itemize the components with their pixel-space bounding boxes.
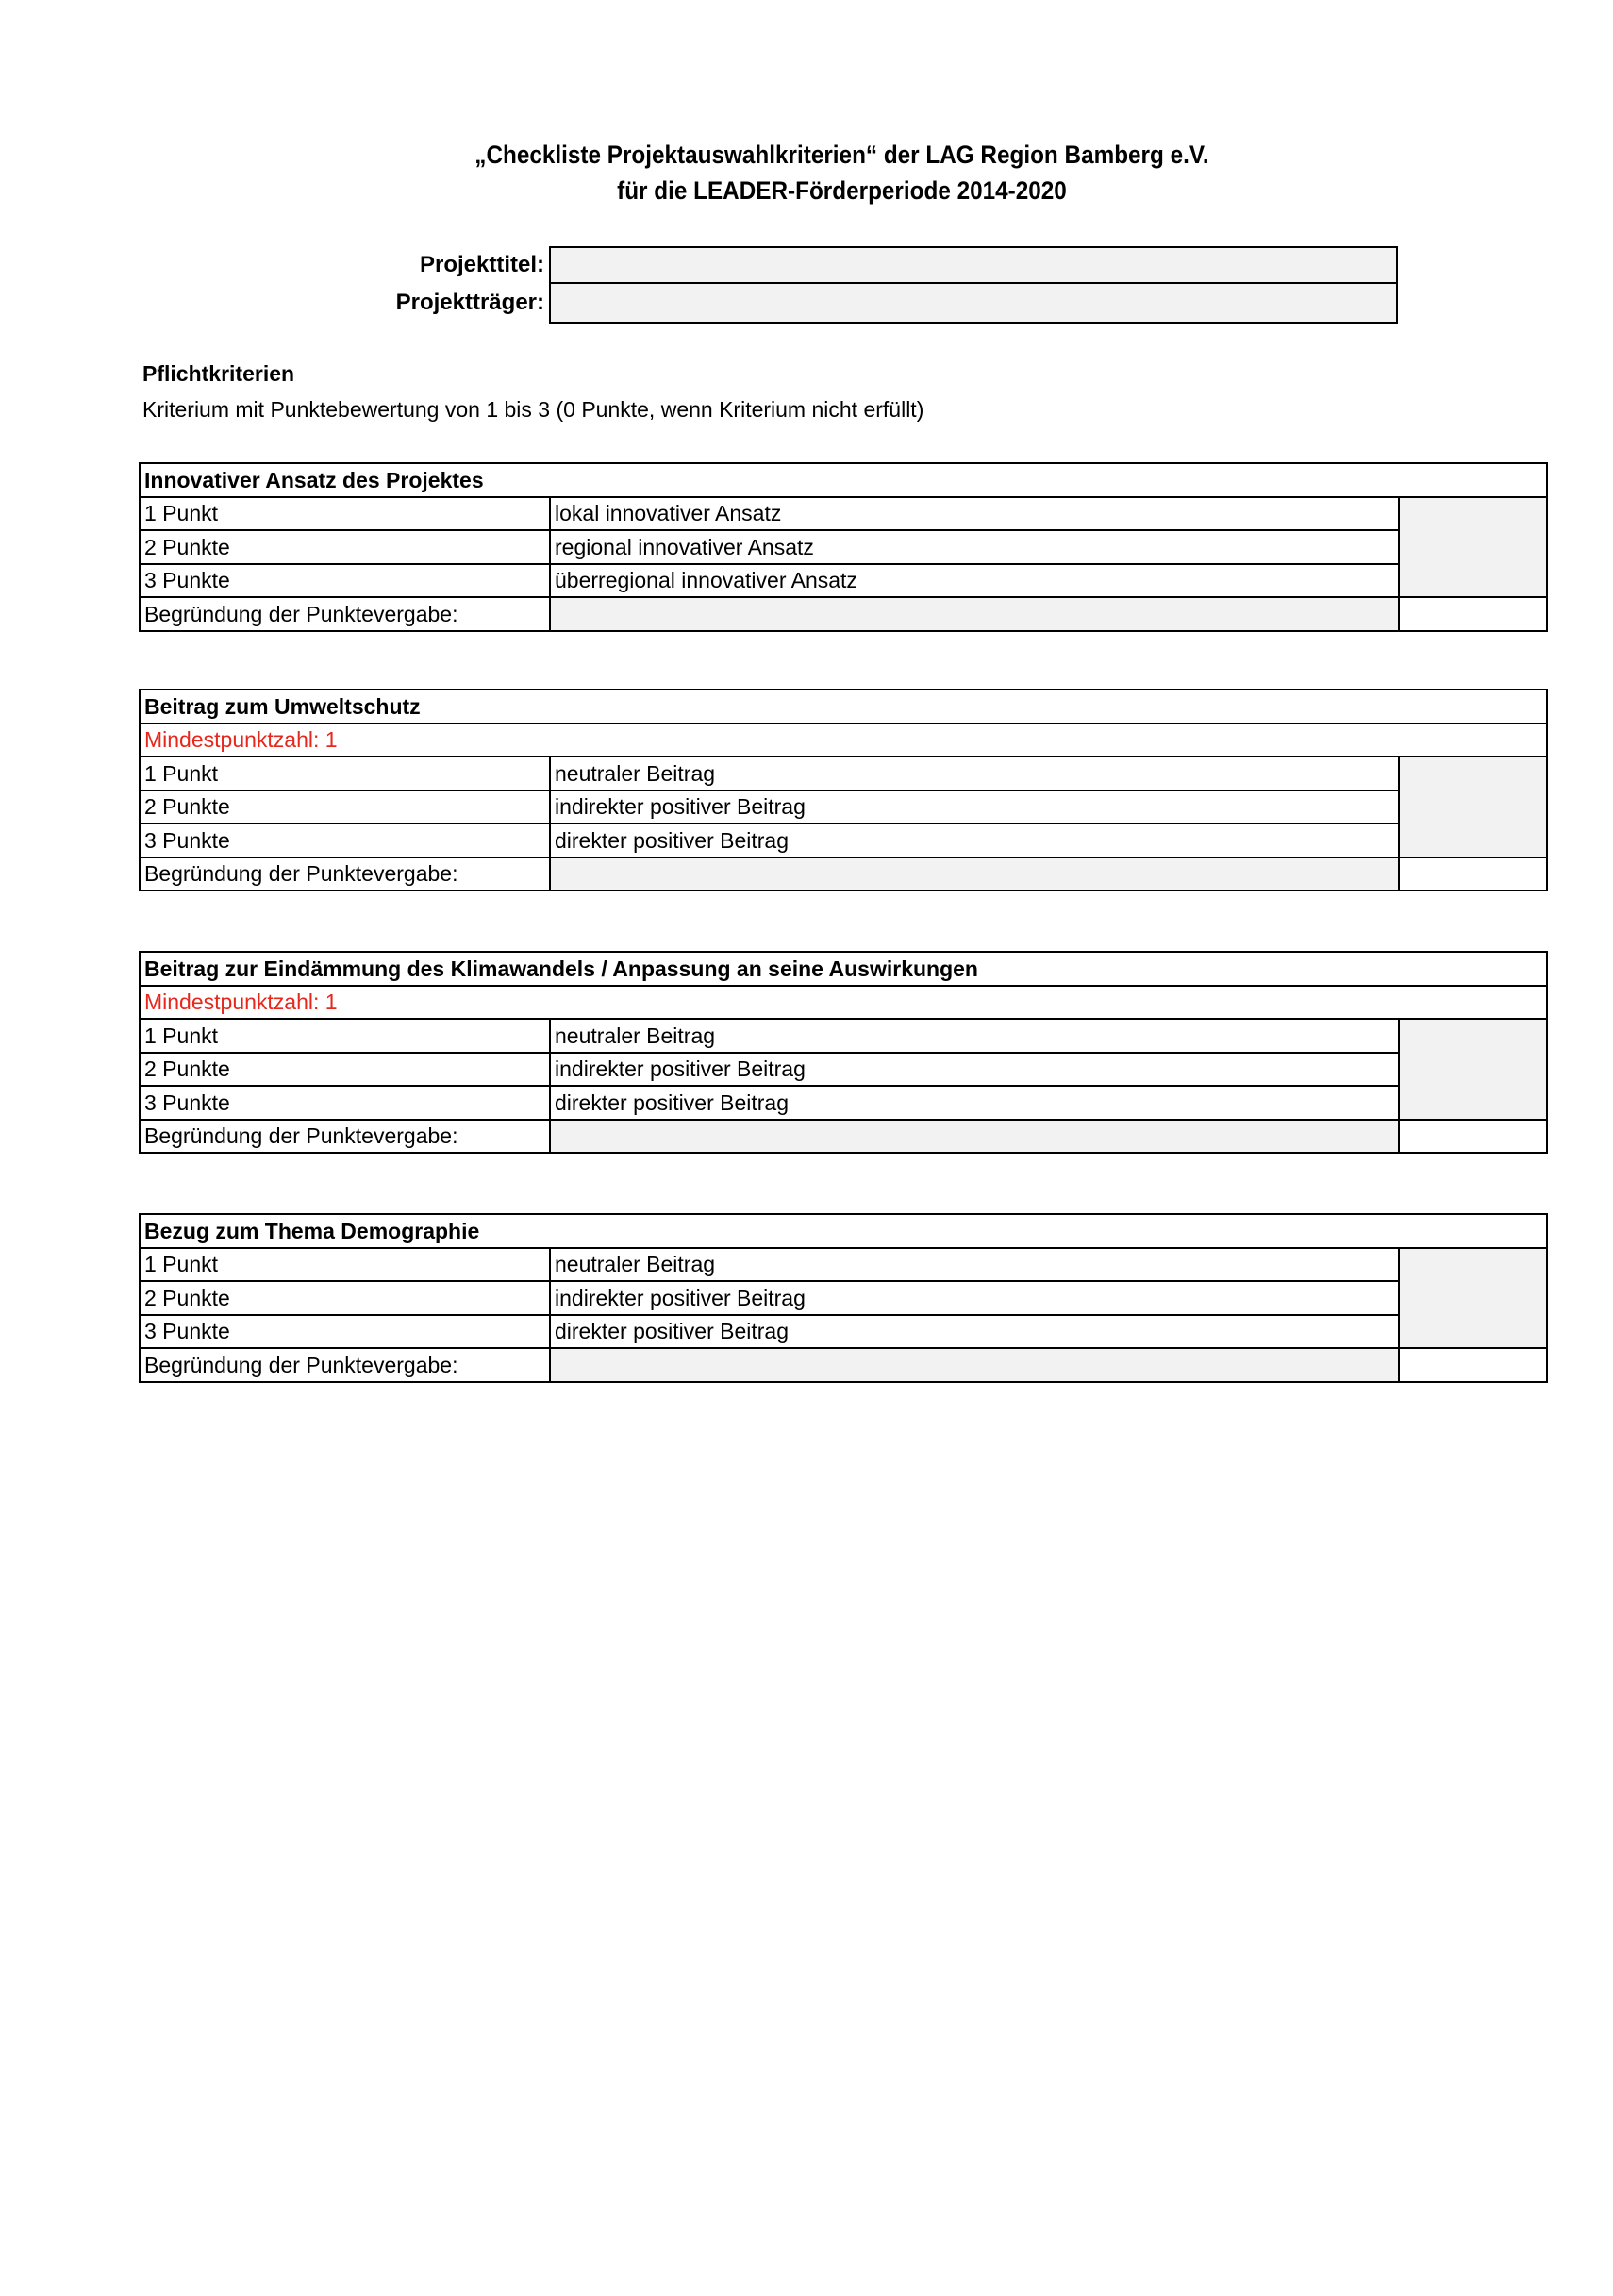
points-description: indirekter positiver Beitrag [550, 790, 1399, 824]
points-description: direkter positiver Beitrag [550, 1086, 1399, 1120]
reason-extra-cell [1399, 597, 1547, 631]
minimum-points-note: Mindestpunktzahl: 1 [140, 724, 1547, 757]
reason-label: Begründung der Punktevergabe: [140, 597, 550, 631]
points-description: indirekter positiver Beitrag [550, 1281, 1399, 1315]
points-label: 1 Punkt [140, 757, 550, 790]
score-input-cell[interactable] [1399, 1019, 1547, 1120]
criterion-table-environment [139, 689, 1548, 891]
reason-label: Begründung der Punktevergabe: [140, 1348, 550, 1382]
reason-input-cell[interactable] [550, 1120, 1399, 1154]
points-description: direkter positiver Beitrag [550, 1315, 1399, 1349]
minimum-points-note: Mindestpunktzahl: 1 [140, 986, 1547, 1020]
criterion-title: Innovativer Ansatz des Projektes [140, 463, 1547, 497]
score-input-cell[interactable] [1399, 757, 1547, 857]
points-description: überregional innovativer Ansatz [550, 564, 1399, 598]
points-label: 3 Punkte [140, 824, 550, 857]
points-description: direkter positiver Beitrag [550, 824, 1399, 857]
reason-input-cell[interactable] [550, 857, 1399, 891]
reason-extra-cell [1399, 857, 1547, 891]
reason-extra-cell [1399, 1120, 1547, 1154]
reason-input-cell[interactable] [550, 1348, 1399, 1382]
score-input-cell[interactable] [1399, 1248, 1547, 1349]
project-title-field[interactable] [549, 246, 1398, 284]
points-label: 2 Punkte [140, 790, 550, 824]
score-input-cell[interactable] [1399, 497, 1547, 598]
points-label: 1 Punkt [140, 1248, 550, 1282]
points-description: lokal innovativer Ansatz [550, 497, 1399, 531]
points-label: 2 Punkte [140, 1053, 550, 1087]
points-description: neutraler Beitrag [550, 1248, 1399, 1282]
reason-input-cell[interactable] [550, 597, 1399, 631]
points-label: 2 Punkte [140, 1281, 550, 1315]
points-label: 3 Punkte [140, 564, 550, 598]
document-title-line-2: für die LEADER-Förderperiode 2014-2020 [617, 176, 1067, 205]
points-label: 3 Punkte [140, 1086, 550, 1120]
scoring-instructions: Kriterium mit Punktebewertung von 1 bis 3 (0 Punkte, wenn Kriterium nicht erfüllt) [142, 397, 924, 422]
project-title-label: Projekttitel: [419, 252, 544, 277]
reason-label: Begründung der Punktevergabe: [140, 1120, 550, 1154]
reason-label: Begründung der Punktevergabe: [140, 857, 550, 891]
points-label: 1 Punkt [140, 1019, 550, 1053]
reason-extra-cell [1399, 1348, 1547, 1382]
project-sponsor-field[interactable] [549, 284, 1398, 324]
points-description: indirekter positiver Beitrag [550, 1053, 1399, 1087]
criterion-title: Beitrag zur Eindämmung des Klimawandels / Anpassung an seine Auswirkungen [140, 952, 1547, 986]
points-description: neutraler Beitrag [550, 757, 1399, 790]
points-label: 1 Punkt [140, 497, 550, 531]
criterion-table-innovation [139, 462, 1548, 632]
points-label: 2 Punkte [140, 530, 550, 564]
criterion-title: Beitrag zum Umweltschutz [140, 690, 1547, 724]
points-description: regional innovativer Ansatz [550, 530, 1399, 564]
criterion-table-demography [139, 1213, 1548, 1383]
criterion-title: Bezug zum Thema Demographie [140, 1214, 1547, 1248]
mandatory-criteria-heading: Pflichtkriterien [142, 361, 295, 386]
points-label: 3 Punkte [140, 1315, 550, 1349]
project-sponsor-label: Projektträger: [395, 290, 544, 315]
document-title-line-1: „Checkliste Projektauswahlkriterien“ der LAG Region Bamberg e.V. [474, 141, 1209, 169]
points-description: neutraler Beitrag [550, 1019, 1399, 1053]
criterion-table-climate [139, 951, 1548, 1154]
